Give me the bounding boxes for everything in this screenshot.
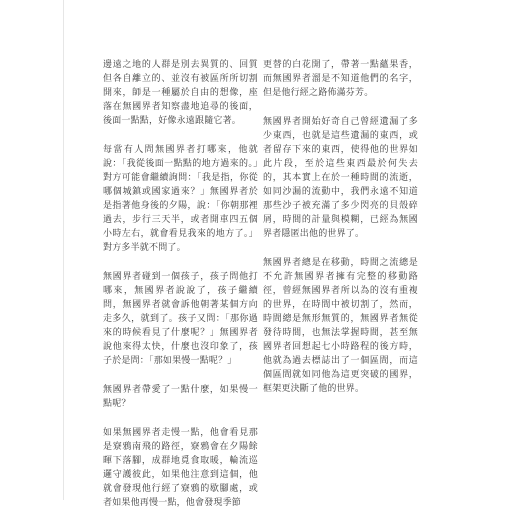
- paragraph: 無國界者開始好奇自己曾經遺漏了多少東西，也就是這些遺漏的東西，或者留存下來的東西，使得他的世界如此片段，至於這些東西最於何失去的，其本實上在於一種時間的流逝，如同沙漏的流動中，我們永遠不知道那些沙子被充滿了多少閃亮的貝殼碎屑，時間的計量與模糊，已經為無國界者隱匿出他的世界了。: [263, 117, 418, 239]
- left-column: [103, 58, 258, 525]
- page-gutter-line: [63, 0, 64, 500]
- paragraph: 更替的白花開了，帶著一點蘊果香，而無國界者溜是不知道他們的名字，但是他行經之路佈滿芬芳。: [263, 60, 418, 98]
- paragraph: 無國界者帶愛了一點什麼，如果慢一點呢？: [103, 385, 258, 409]
- paragraph: 邊遠之地的人群是別去異質的、回質但各自離立的、並沒有被區所所切割開來，師是一種屬於自由的想像，座落在無國界者知察盡地追尋的後面，後面一點點，好像永遠跟隨它著。: [103, 60, 258, 126]
- paragraph: 如果無國界者走慢一點，他會看見那是寮鴉南飛的路徑，寮鴉會在夕陽餘暉下落腳，成群地覓食取暖，輪流巡邏守護彼此，如果他注意到這個，他就會發現他行經了寮鴉的歇腳處，或者如果他再慢一點，他會發現季節: [103, 428, 258, 508]
- book-page: [103, 58, 433, 508]
- right-column: [263, 58, 418, 411]
- paragraph: 無國界者碰到一個孩子，孩子問他打哪來，無國界者說說了，孩子繼續問，無國界者就會訴他朝著某個方向走多久，就到了。孩子又問：「那你過來的時候看見了什麼呢？」無國界者說他來得太快，什麼也沒印象了，孩子於是問：「那如果慢一點呢？」: [103, 272, 258, 366]
- paragraph: 無國界者總是在移動，時間之流總是不允許無國界者擁有完整的移動路徑，曾經無國界者所以為的沒有重複的世界，在時間中被切割了，然而，時間總是無形無質的，無國界者無從發待時間，也無法掌握時間，甚至無國界者回想起七小時路程的後方時，他就為過去標誌出了一個區間，而這個區間就如同他為這更突破的國界，框架更決斷了他的世界。: [263, 258, 418, 394]
- paragraph: 每當有人問無國界者打哪來，他就說：「我從後面一點點的地方過來的。」對方可能會繼續詢問：「我是指，你從哪個城鎮或國家過來？」無國界者於是指著他身後的夕陽，說：「你朝那裡過去，步行三天半，或者開車四五個小時左右，就會看見我來的地方了。」對方多半就不問了。: [103, 145, 258, 253]
